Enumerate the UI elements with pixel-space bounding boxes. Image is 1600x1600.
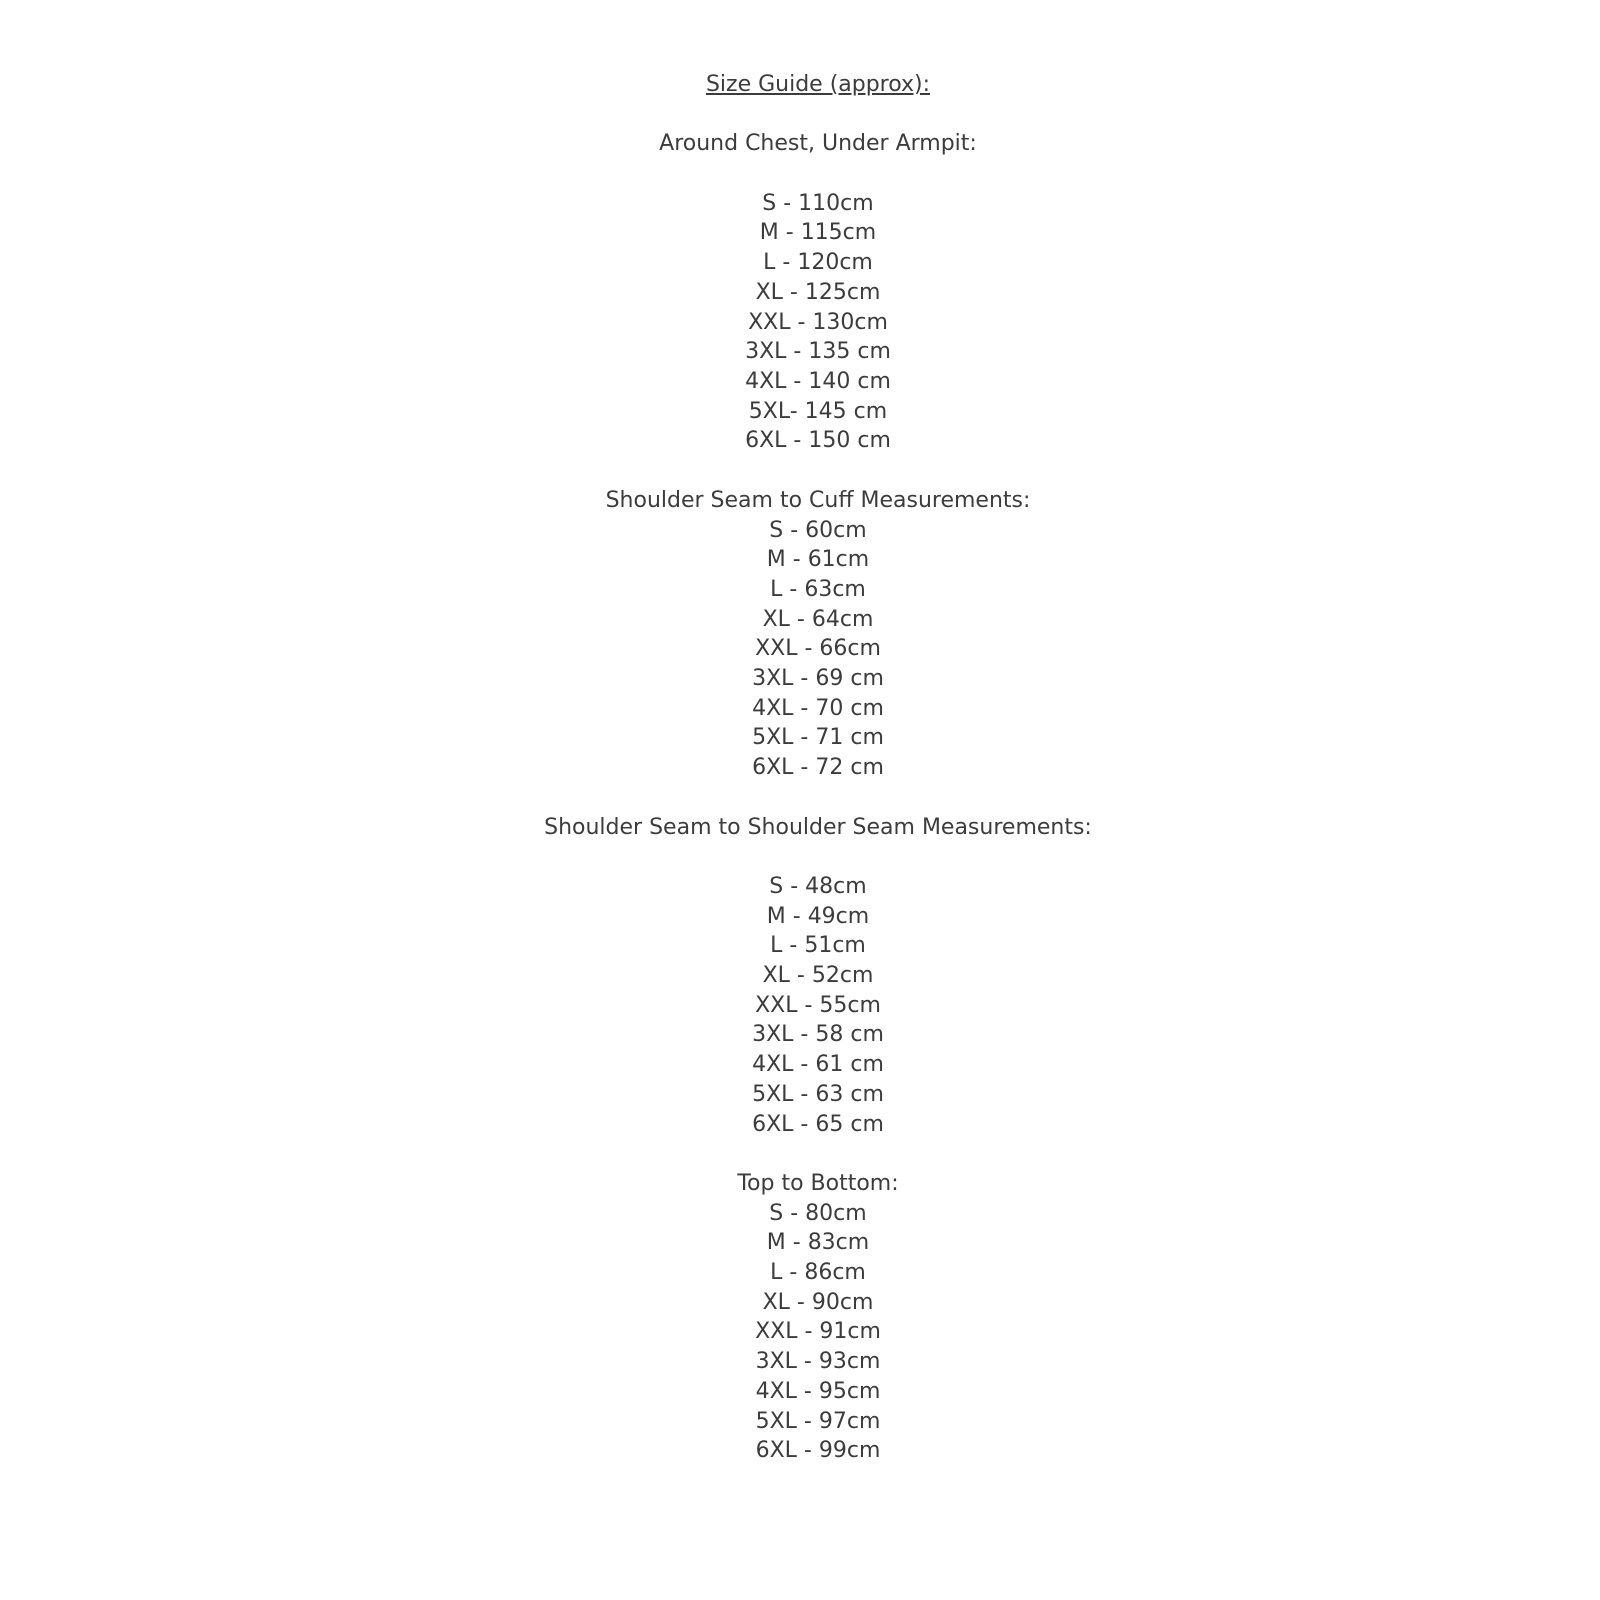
size-row: M - 115cm <box>759 220 877 246</box>
size-row: XXL - 66cm <box>755 636 881 662</box>
blank-line <box>36 1139 1600 1169</box>
size-row: 5XL- 145 cm <box>748 398 888 424</box>
blank-line <box>36 783 1600 813</box>
section-heading: Around Chest, Under Armpit: <box>659 131 977 157</box>
size-row: 3XL - 69 cm <box>752 666 884 692</box>
page-title: Size Guide (approx): <box>705 72 931 97</box>
size-row: M - 61cm <box>766 547 870 573</box>
size-row: 4XL - 61 cm <box>752 1052 884 1078</box>
size-row: 5XL - 63 cm <box>752 1081 884 1107</box>
size-row: 4XL - 70 cm <box>752 695 884 721</box>
size-row: 5XL - 71 cm <box>752 725 884 751</box>
size-row: 6XL - 65 cm <box>752 1111 884 1137</box>
size-row: L - 86cm <box>770 1260 866 1286</box>
size-row: M - 83cm <box>766 1230 870 1256</box>
size-row: S - 110cm <box>762 190 874 216</box>
size-row: XXL - 91cm <box>755 1319 881 1345</box>
size-row: S - 60cm <box>769 517 867 543</box>
size-row: XL - 52cm <box>762 963 874 989</box>
size-row: M - 49cm <box>766 903 870 929</box>
size-row: S - 48cm <box>769 873 867 899</box>
size-row: S - 80cm <box>769 1200 867 1226</box>
size-row: 6XL - 72 cm <box>752 755 884 781</box>
blank-line <box>36 100 1600 130</box>
size-row: 3XL - 58 cm <box>752 1022 884 1048</box>
size-row: 6XL - 99cm <box>755 1438 881 1464</box>
section-heading: Shoulder Seam to Shoulder Seam Measurements: <box>544 814 1092 840</box>
section-heading: Top to Bottom: <box>737 1170 899 1196</box>
size-row: L - 51cm <box>770 933 866 959</box>
size-row: XL - 125cm <box>755 279 881 305</box>
section-heading: Shoulder Seam to Cuff Measurements: <box>605 487 1031 513</box>
size-row: 3XL - 135 cm <box>745 339 891 365</box>
size-row: 4XL - 95cm <box>755 1378 881 1404</box>
blank-line <box>36 159 1600 189</box>
size-row: XXL - 55cm <box>755 992 881 1018</box>
size-row: L - 120cm <box>763 250 873 276</box>
size-row: 5XL - 97cm <box>755 1408 881 1434</box>
size-row: XXL - 130cm <box>748 309 888 335</box>
size-row: 3XL - 93cm <box>755 1349 881 1375</box>
size-row: XL - 64cm <box>762 606 874 632</box>
blank-line <box>36 842 1600 872</box>
size-row: 6XL - 150 cm <box>745 428 891 454</box>
blank-line <box>36 456 1600 486</box>
size-row: XL - 90cm <box>762 1289 874 1315</box>
size-row: 4XL - 140 cm <box>745 369 891 394</box>
size-row: L - 63cm <box>770 576 866 602</box>
size-guide-sections <box>36 129 1600 1466</box>
